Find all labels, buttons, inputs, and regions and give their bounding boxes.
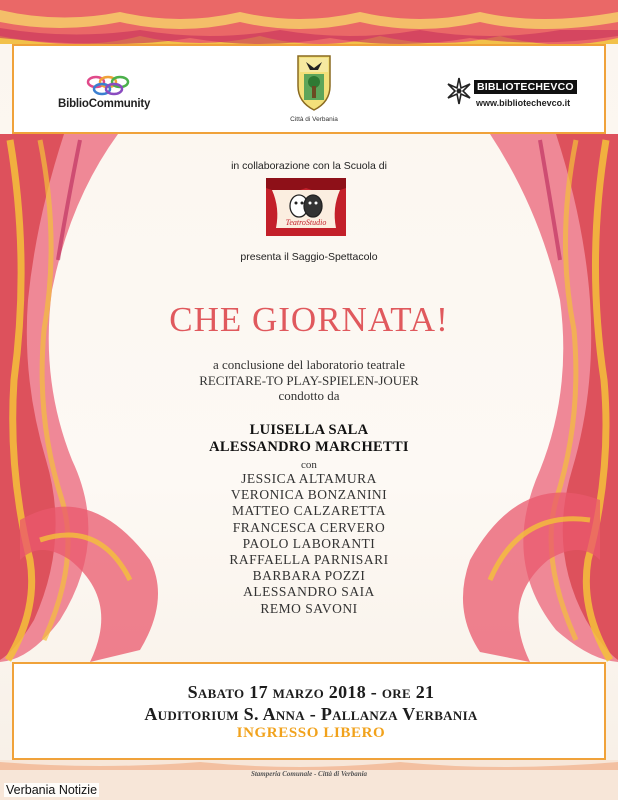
cast-member: BARBARA POZZI (252, 568, 366, 584)
description-line-1: a conclusione del laboratorio teatrale (212, 357, 406, 372)
cast-member: MATTEO CALZARETTA (231, 503, 387, 519)
cast-member: JESSICA ALTAMURA (241, 471, 377, 486)
printer-credit: Stamperia Comunale - Città di Verbania (250, 770, 368, 778)
bibliotechevco-logo (446, 76, 596, 116)
show-title: CHE GIORNATA! (169, 300, 449, 339)
bibliotechevco-url: www.bibliotechevco.it (476, 98, 571, 108)
director-name: ALESSANDRO MARCHETTI (209, 439, 409, 455)
teatrostudio-logo-text: TeatroStudio (285, 218, 327, 227)
description-line-2: RECITARE-TO PLAY-SPIELEN-JOUER (199, 372, 419, 388)
free-entry: INGRESSO LIBERO (236, 725, 386, 741)
watermark: Verbania Notizie (6, 783, 98, 797)
star-flower-logo (446, 76, 472, 106)
cast-member: RAFFAELLA PARNISARI (229, 552, 389, 568)
cast-member: ALESSANDRO SAIA (243, 584, 375, 600)
cast-list (0, 471, 618, 617)
cast-member: VERONICA BONZANINI (230, 487, 388, 503)
footer-band (12, 662, 606, 760)
presents-text: presenta il Saggio-Spettacolo (240, 251, 378, 263)
directors (0, 422, 618, 456)
event-venue: Auditorium S. Anna - Pallanza Verbania (144, 704, 478, 724)
header-band (12, 44, 606, 134)
with-label: con (301, 459, 317, 471)
collaboration-text: in collaborazione con la Scuola di (231, 160, 387, 172)
teatrostudio-logo (266, 178, 346, 236)
linked-rings-logo (86, 74, 134, 96)
bibliocommunity-logo (58, 74, 178, 114)
city-crest-caption: Città di Verbania (290, 116, 338, 123)
show-description (0, 357, 618, 404)
cast-member: PAOLO LABORANTI (242, 535, 376, 551)
cast-member: FRANCESCA CERVERO (232, 519, 386, 535)
bibliocommunity-label: BiblioCommunity (58, 98, 151, 110)
bibliotechevco-label: BIBLIOTECHEVCO (474, 80, 577, 94)
director-name: LUISELLA SALA (249, 422, 369, 438)
description-line-3: condotto da (278, 388, 340, 403)
cast-member: REMO SAVONI (260, 600, 358, 616)
city-crest-icon (294, 52, 334, 112)
event-date: Sabato 17 marzo 2018 - ore 21 (187, 682, 435, 702)
